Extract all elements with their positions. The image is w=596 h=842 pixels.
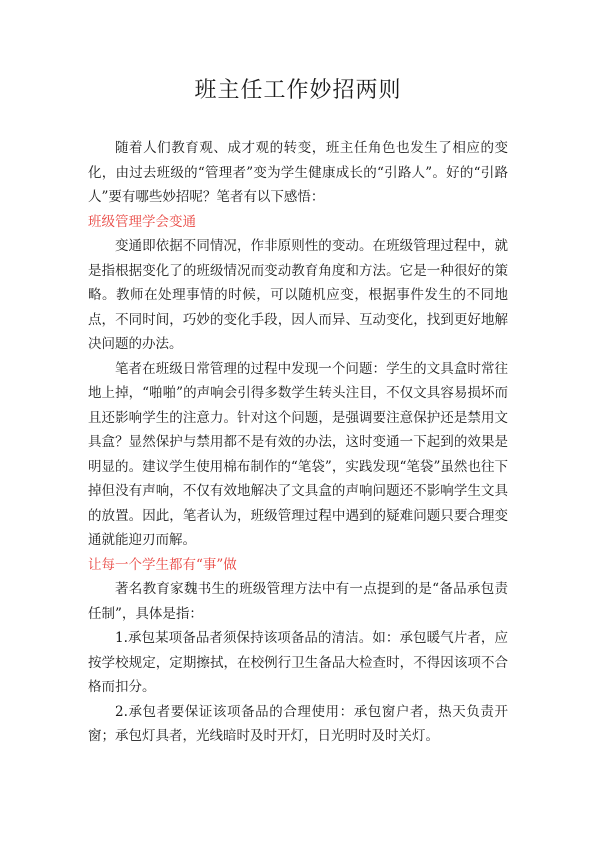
section-heading-every-student: 让每一个学生都有“事”做	[88, 556, 237, 573]
section1-paragraph-2: 笔者在班级日常管理的过程中发现一个问题：学生的文具盒时常往地上掉，“啪啪”的声响会引得多数学生转头注目，不仅文具容易损坏而且还影响学生的注意力。针对这个问题，是强调要注意保护还是禁用文具盒？显然保护与禁用都不是有效的办法，这时变通一下起到的效果是明显的。建议学生使用棉布制作的“笔袋”，实践发现“笔袋”虽然也往下掉但没有声响，不仅有效地解决了文具盒的声响问题还不影响学生文具的放置。因此，笔者认为，班级管理过程中遇到的疑难问题只要合理变通就能迎刃而解。	[88, 360, 508, 548]
section2-paragraph-1: 著名教育家魏书生的班级管理方法中有一点提到的是“备品承包责任制”，具体是指：	[88, 581, 508, 622]
intro-paragraph: 随着人们教育观、成才观的转变，班主任角色也发生了相应的变化，由过去班级的“管理者”变为学生健康成长的“引路人”。好的“引路人”要有哪些妙招呢？笔者有以下感悟：	[88, 140, 508, 205]
document-title: 班主任工作妙招两则	[194, 78, 402, 103]
section-heading-flexibility: 班级管理学会变通	[88, 213, 196, 230]
section2-paragraph-2: 1.承包某项备品者须保持该项备品的清洁。如：承包暖气片者，应按学校规定，定期擦拭，在校例行卫生备品大检查时，不得因该项不合格而扣分。	[88, 630, 508, 695]
document-body	[88, 136, 508, 749]
section1-paragraph-1: 变通即依据不同情况，作非原则性的变动。在班级管理过程中，就是指根据变化了的班级情况而变动教育角度和方法。它是一种很好的策略。教师在处理事情的时候，可以随机应变，根据事件发生的不同地点，不同时间，巧妙的变化手段，因人而异、互动变化，找到更好地解决问题的办法。	[88, 238, 508, 352]
section2-paragraph-3: 2.承包者要保证该项备品的合理使用：承包窗户者，热天负责开窗；承包灯具者，光线暗时及时开灯，日光明时及时关灯。	[88, 703, 508, 744]
